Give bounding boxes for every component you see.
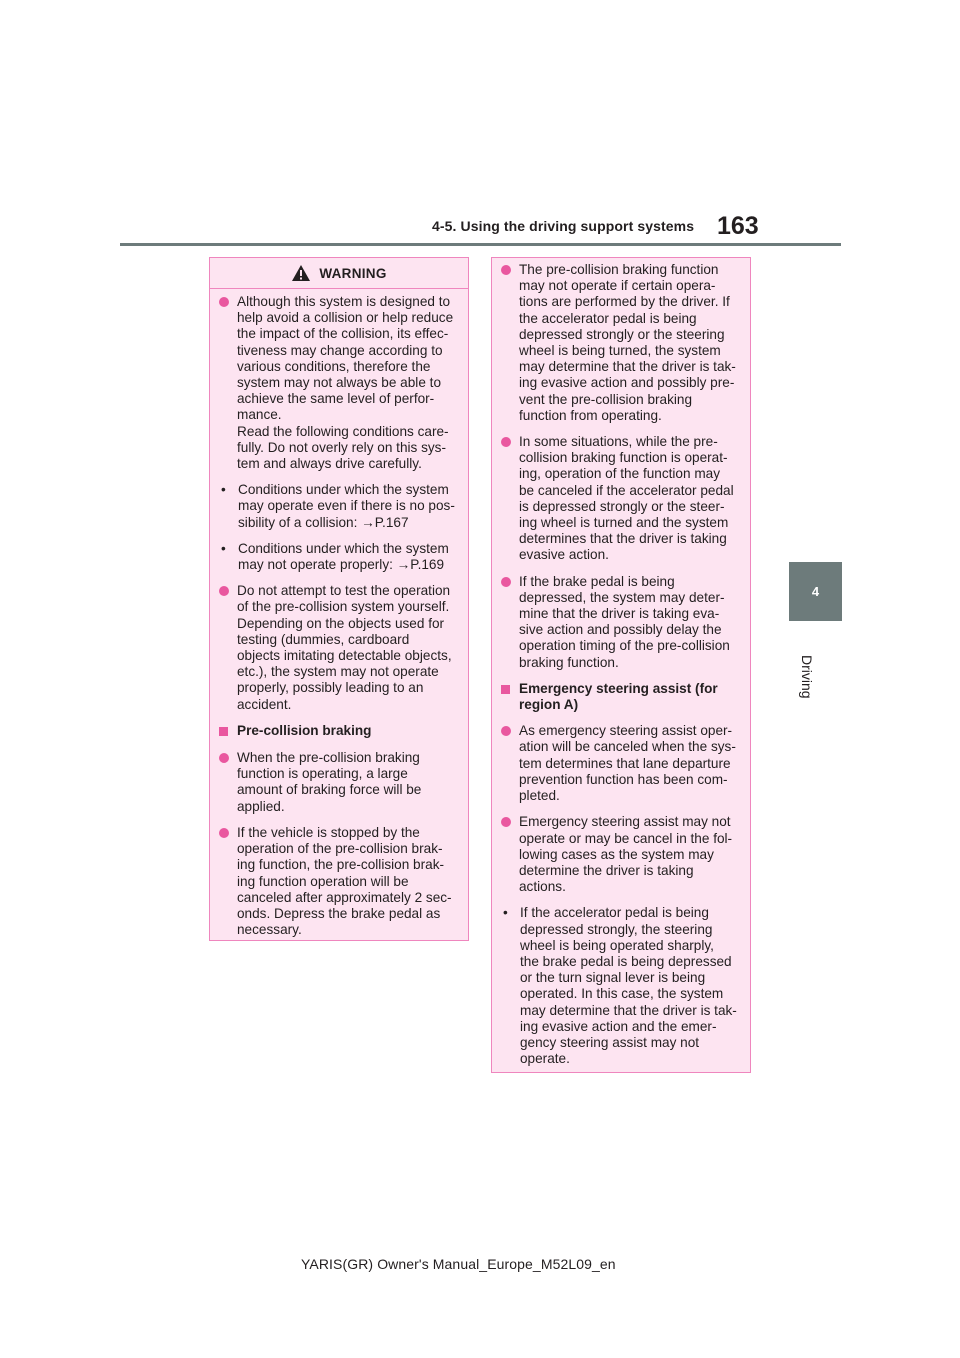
item-marker (501, 681, 519, 713)
item-text: If the accelerator pedal is being depressed strongly, the steering wheel is being operated sharply, the brake pedal is being depressed or the turn signal lever is being operated. In this case, the system may determine that the driver is tak- ing evasive action and the emer- gency steering assist may not operate. (520, 905, 737, 1067)
warning-triangle-icon (291, 264, 311, 282)
page-number: 163 (717, 212, 759, 240)
section-heading (219, 723, 460, 740)
header-rule (120, 243, 841, 246)
dot-bullet-icon: • (221, 540, 226, 556)
section-heading (501, 681, 742, 713)
warning-header (210, 258, 468, 289)
item-marker (219, 541, 238, 573)
square-bullet-icon (501, 685, 510, 694)
chapter-label: Driving (799, 655, 815, 699)
footer-manual-id: YARIS(GR) Owner's Manual_Europe_M52L09_en (301, 1256, 616, 1272)
item-text: Emergency steering assist may not operate or may be cancel in the fol- lowing cases as the system may determine the driver is taking actions. (519, 814, 733, 895)
item-marker (501, 262, 519, 424)
dot-bullet-icon: • (221, 482, 226, 498)
list-item (219, 294, 460, 472)
list-item (501, 262, 742, 424)
item-text: Pre-collision braking (237, 722, 372, 738)
item-text: Conditions under which the system may operate even if there is no pos- sibility of a collision: →P.167 (238, 482, 455, 530)
list-item (219, 750, 460, 815)
circle-bullet-icon (219, 297, 229, 307)
circle-bullet-icon (501, 577, 511, 587)
circle-bullet-icon (501, 437, 511, 447)
item-text: The pre-collision braking function may not operate if certain opera- tions are performed by the driver. If the accelerator pedal is being depressed strongly or the steering wheel is being turned, the system may determine that the driver is tak- ing evasive action and possibly pre- vent the pre-collision braking function from operating. (519, 262, 736, 423)
circle-bullet-icon (219, 586, 229, 596)
list-item (501, 434, 742, 564)
item-marker (219, 723, 237, 740)
circle-bullet-icon (501, 726, 511, 736)
list-item (501, 814, 742, 895)
chapter-number: 4 (811, 584, 820, 599)
item-marker (219, 750, 237, 815)
item-text: If the vehicle is stopped by the operation of the pre-collision brak- ing function, the pre-collision brak- ing function operation will be canceled after approximately 2 sec- onds. Depress the brake pedal as necessary. (237, 824, 452, 938)
square-bullet-icon (219, 727, 228, 736)
section-title: 4-5. Using the driving support systems (432, 218, 695, 234)
list-item (219, 583, 460, 713)
circle-bullet-icon (501, 817, 511, 827)
item-text: Do not attempt to test the operation of the pre-collision system yourself. Depending on the objects used for testing (dummies, cardboard objects imitating detectable objects, etc.), the system may not operate properly, possibly leading to an accident. (237, 583, 452, 712)
circle-bullet-icon (219, 828, 229, 838)
item-marker (501, 814, 519, 895)
item-text: If the brake pedal is being depressed, the system may deter- mine that the driver is taking eva- sive action and possibly delay the operation timing of the pre-collision braking function. (519, 573, 730, 670)
list-item (501, 905, 742, 1067)
list-item (501, 723, 742, 804)
item-text: Conditions under which the system may not operate properly: →P.169 (238, 540, 449, 573)
item-marker (219, 294, 237, 472)
circle-bullet-icon (219, 753, 229, 763)
item-text: Although this system is designed to help avoid a collision or help reduce the impact of the collision, its effec- tiveness may change according to various conditions, therefore the system may not always be able to achieve the same level of perfor- mance. Read the following conditions care- fully. Do not overly rely on this sys- tem and always drive carefully. (237, 294, 454, 472)
item-marker (501, 434, 519, 564)
warning-content-right (492, 258, 750, 1067)
chapter-tab (789, 562, 842, 621)
item-marker (219, 583, 237, 713)
item-marker (501, 574, 519, 671)
item-text: Emergency steering assist (for region A) (519, 680, 718, 713)
item-marker (501, 723, 519, 804)
item-marker (501, 905, 520, 1067)
warning-box-left (209, 257, 469, 941)
item-text: When the pre-collision braking function is operating, a large amount of braking force will be applied. (237, 750, 422, 814)
list-item (219, 541, 460, 573)
list-item (501, 574, 742, 671)
warning-box-right (491, 257, 751, 1073)
circle-bullet-icon (501, 265, 511, 275)
item-marker (219, 482, 238, 531)
warning-title: WARNING (319, 265, 387, 281)
item-text: In some situations, while the pre- collision braking function is operat- ing, operation of the function may be canceled if the accelerator pedal is depressed strongly or the steer- ing wheel is turned and the system determines that the driver is taking evasive action. (519, 434, 734, 563)
warning-content-left (210, 289, 468, 938)
dot-bullet-icon: • (503, 905, 508, 921)
list-item (219, 482, 460, 531)
item-marker (219, 825, 237, 938)
item-text: As emergency steering assist oper- ation will be canceled when the sys- tem determines that lane departure prevention function has been com- pleted. (519, 723, 736, 804)
list-item (219, 825, 460, 938)
